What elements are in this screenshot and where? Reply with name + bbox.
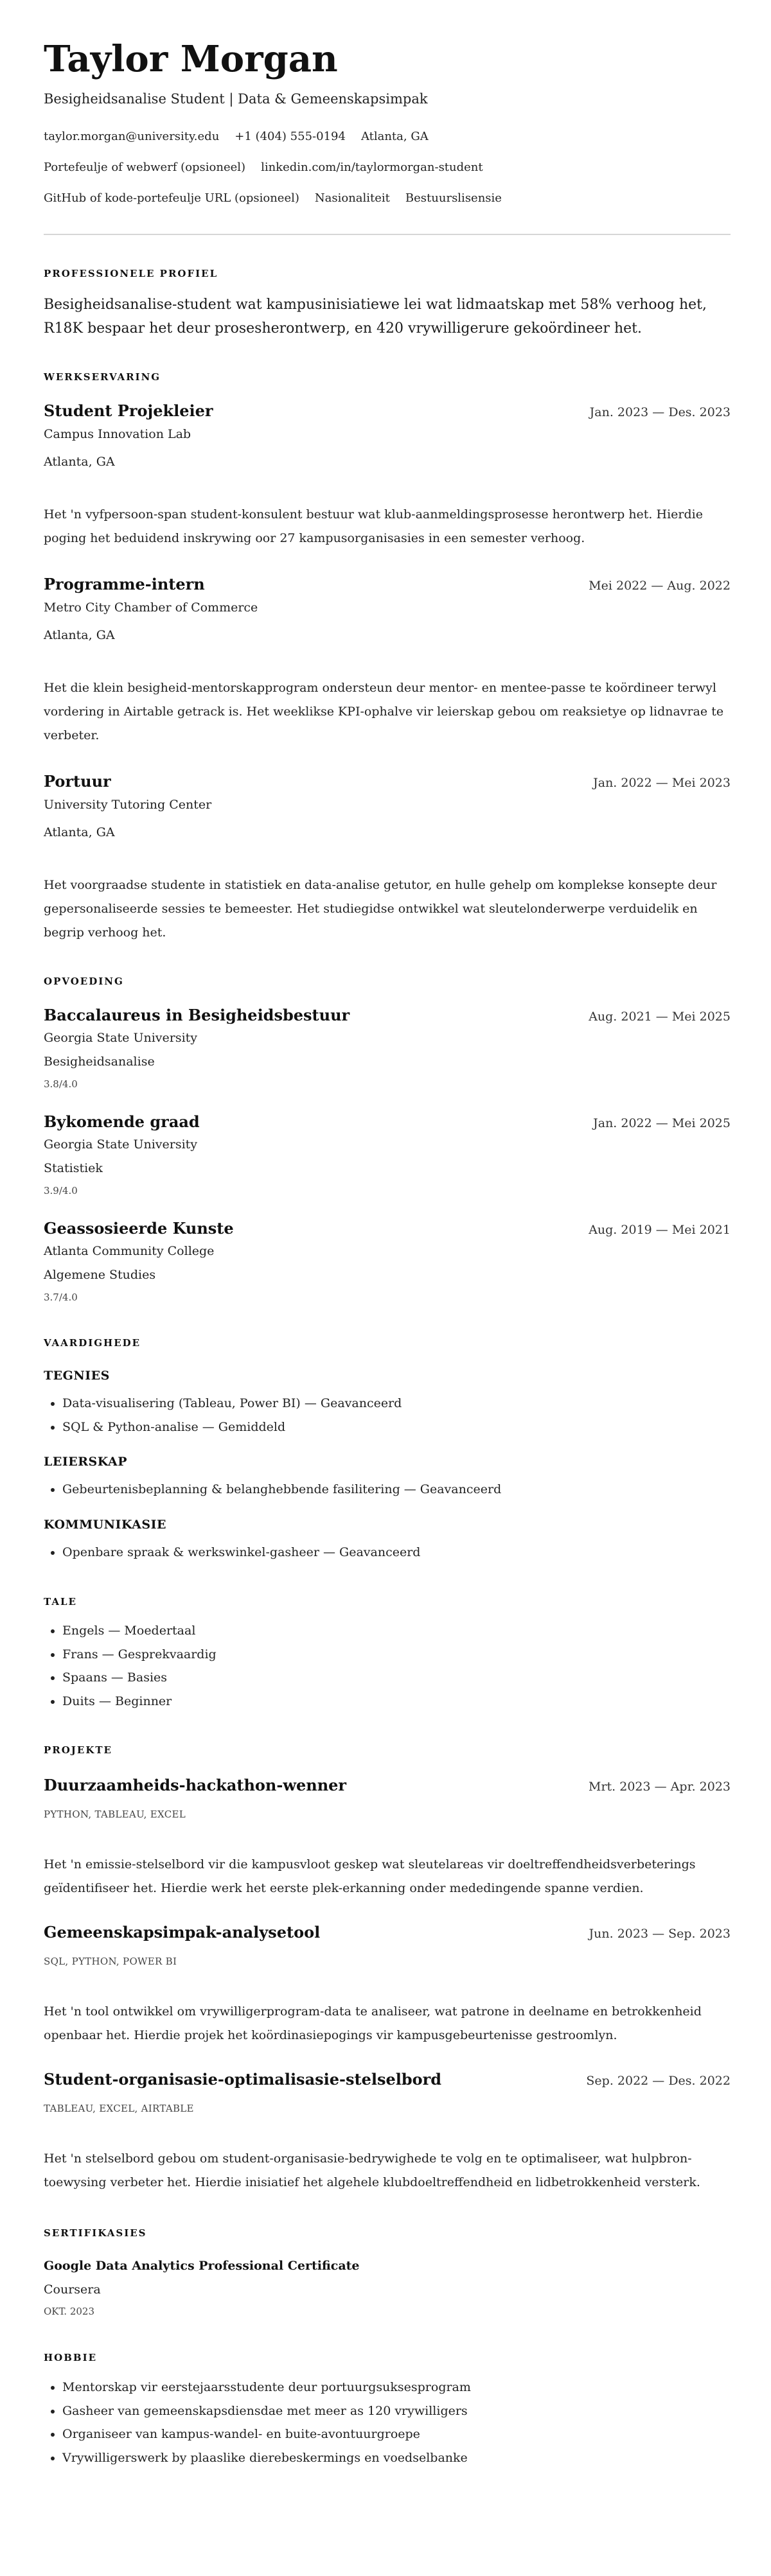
job-description: Het die klein besigheid-mentorskapprogram ondersteun deur mentor- en mentee-passe te koördineer terwyl vordering in Airtable getrack is. Het weeklikse KPI-ophalve vir leierskap gebou om reaksietye op lidnavrae te verbeter. [44, 681, 724, 742]
hobby-item: • Mentorskap vir eerstejaarsstudente deur portuurgsuksesprogram [62, 2376, 731, 2399]
profile-section [44, 267, 731, 340]
hobby-item: • Gasheer van gemeenskapsdiensdae met meer as 120 vrywilligers [62, 2399, 731, 2423]
entry-header [44, 1218, 731, 1240]
section-heading: PROJEKTE [44, 1744, 112, 1756]
entry-header [44, 401, 731, 423]
date-range: Mei 2022 — Aug. 2022 [589, 579, 731, 593]
skill-list [44, 1478, 731, 1502]
section-heading: SERTIFIKASIES [44, 2227, 147, 2239]
skill-list [44, 1541, 731, 1564]
entry-header [44, 2069, 731, 2091]
skill-group [44, 1516, 731, 1564]
candidate-name: Taylor Morgan [44, 38, 338, 80]
hobby-item: • Organiseer van kampus-wandel- en buite-avontuurgroepe [62, 2423, 731, 2446]
languages-list [44, 1619, 731, 1713]
project-tech-stack: SQL, PYTHON, POWER BI [44, 1956, 177, 1967]
header-divider [44, 234, 731, 235]
contact-row [44, 159, 731, 177]
degree-title: Baccalaureus in Besigheidsbestuur [44, 1006, 350, 1024]
entry-header [44, 1112, 731, 1134]
language-item: • Duits — Beginner [62, 1690, 731, 1713]
contact-row [44, 128, 731, 146]
job-title: Portuur [44, 772, 111, 791]
degree-title: Bykomende graad [44, 1112, 200, 1131]
school-name: Georgia State University [44, 1031, 198, 1045]
certification-issuer: Coursera [44, 2282, 101, 2297]
portfolio-link[interactable]: Portefeulje of webwerf (opsioneel) [44, 161, 246, 174]
experience-entry [44, 574, 731, 748]
section-heading: PROFESSIONELE PROFIEL [44, 268, 218, 279]
skill-group [44, 1367, 731, 1439]
nationality: Nasionaliteit [314, 191, 390, 205]
language-item: • Frans — Gesprekvaardig [62, 1643, 731, 1667]
project-title: Gemeenskapsimpak-analysetool [44, 1923, 321, 1941]
hobby-item: • Vrywilligerswerk by plaaslike dierebeskermings en voedselbanke [62, 2446, 731, 2470]
hobbies-section [44, 2351, 731, 2469]
gpa: 3.7/4.0 [44, 1292, 78, 1303]
drivers-license: Bestuurslisensie [405, 191, 502, 205]
language-item: • Spaans — Basies [62, 1666, 731, 1690]
education-entry [44, 1112, 731, 1197]
date-range: Jan. 2022 — Mei 2023 [593, 776, 731, 790]
date-range: Jun. 2023 — Sep. 2023 [589, 1927, 731, 1941]
education-entry [44, 1218, 731, 1304]
date-range: Aug. 2019 — Mei 2021 [589, 1223, 731, 1237]
skill-group-title: TEGNIES [44, 1369, 110, 1383]
project-entry [44, 1922, 731, 2047]
section-heading: TALE [44, 1596, 77, 1608]
profile-summary: Besigheidsanalise-student wat kampusinisiatiewe lei wat lidmaatskap met 58% verhoog het, R18K bespaar het deur prosesherontwerp, en 420 vrywilligerure gekoördineer het. [44, 297, 707, 337]
job-location: Atlanta, GA [44, 825, 115, 839]
skill-item: • SQL & Python-analise — Gemiddeld [62, 1415, 731, 1439]
experience-entry [44, 771, 731, 945]
experience-entry [44, 401, 731, 550]
certification-date: OKT. 2023 [44, 2306, 95, 2317]
projects-section [44, 1744, 731, 2195]
job-location: Atlanta, GA [44, 628, 115, 642]
project-tech-stack: PYTHON, TABLEAU, EXCEL [44, 1809, 186, 1820]
date-range: Aug. 2021 — Mei 2025 [589, 1010, 731, 1024]
date-range: Jan. 2023 — Des. 2023 [589, 405, 731, 419]
section-heading: HOBBIE [44, 2352, 98, 2363]
job-title: Programme-intern [44, 575, 205, 593]
project-description: Het 'n tool ontwikkel om vrywilligerprogram-data te analiseer, wat patrone in deelname en betrokkenheid openbaar het. Hierdie projek het koördinasiepogings vir kampusgebeurtenisse gestroomlyn. [44, 2004, 702, 2042]
company-name: University Tutoring Center [44, 798, 212, 812]
certification-title: Google Data Analytics Professional Certificate [44, 2259, 360, 2273]
entry-header [44, 574, 731, 596]
project-description: Het 'n stelselbord gebou om student-organisasie-bedrywighede te volg en te optimaliseer, wat hulpbron-toewysing verbeter het. Hierdie inisiatief het algehele klubdoeltreffendheid en lidbetrokkenheid versterk. [44, 2151, 700, 2189]
skill-item: • Gebeurtenisbeplanning & belanghebbende fasilitering — Geavanceerd [62, 1478, 731, 1502]
degree-title: Geassosieerde Kunste [44, 1219, 234, 1238]
language-item: • Engels — Moedertaal [62, 1619, 731, 1643]
skill-group [44, 1453, 731, 1502]
field-of-study: Besigheidsanalise [44, 1055, 155, 1069]
languages-section [44, 1595, 731, 1713]
school-name: Atlanta Community College [44, 1244, 215, 1258]
linkedin-link[interactable]: linkedin.com/in/taylormorgan-student [261, 161, 483, 174]
entry-header [44, 1922, 731, 1944]
project-entry [44, 2069, 731, 2195]
skill-group-title: LEIERSKAP [44, 1455, 127, 1469]
contact-row [44, 189, 731, 207]
company-name: Metro City Chamber of Commerce [44, 600, 258, 615]
entry-header [44, 1775, 731, 1797]
project-title: Duurzaamheids-hackathon-wenner [44, 1776, 347, 1794]
field-of-study: Statistiek [44, 1161, 103, 1175]
phone-number[interactable]: +1 (404) 555-0194 [235, 130, 346, 143]
education-section [44, 975, 731, 1304]
entry-header [44, 1005, 731, 1027]
section-heading: WERKSERVARING [44, 371, 161, 383]
education-entry [44, 1005, 731, 1091]
job-title: Student Projekleier [44, 401, 213, 420]
job-location: Atlanta, GA [44, 455, 115, 469]
skill-list [44, 1392, 731, 1439]
field-of-study: Algemene Studies [44, 1268, 156, 1282]
gpa: 3.8/4.0 [44, 1078, 78, 1090]
job-description: Het voorgraadse studente in statistiek en data-analise getutor, en hulle gehelp om komplekse konsepte deur gepersonaliseerde sessies te bemeester. Het studiegidse ontwikkel wat sleutelonderwerpe verduidelik en begrip verhoog het. [44, 878, 717, 940]
company-name: Campus Innovation Lab [44, 427, 191, 441]
contact-info [44, 128, 731, 207]
email-link[interactable]: taylor.morgan@university.edu [44, 130, 220, 143]
skills-section [44, 1336, 731, 1564]
skill-item: • Openbare spraak & werkswinkel-gasheer — Geavanceerd [62, 1541, 731, 1564]
experience-section [44, 371, 731, 945]
date-range: Jan. 2022 — Mei 2025 [593, 1116, 731, 1130]
skill-group-title: KOMMUNIKASIE [44, 1517, 167, 1532]
project-tech-stack: TABLEAU, EXCEL, AIRTABLE [44, 2103, 194, 2114]
hobbies-list [44, 2376, 731, 2469]
project-title: Student-organisasie-optimalisasie-stelselbord [44, 2070, 442, 2089]
date-range: Sep. 2022 — Des. 2022 [586, 2074, 731, 2088]
school-name: Georgia State University [44, 1137, 198, 1152]
location: Atlanta, GA [360, 130, 429, 143]
headline: Besigheidsanalise Student | Data & Gemeenskapsimpak [44, 91, 428, 107]
section-heading: VAARDIGHEDE [44, 1337, 141, 1349]
date-range: Mrt. 2023 — Apr. 2023 [589, 1780, 731, 1794]
project-description: Het 'n emissie-stelselbord vir die kampusvloot geskep wat sleutelareas vir doeltreffendheidsverbeterings geïdentifiseer het. Hierdie werk het eerste plek-erkanning onder mededingende spanne verdien. [44, 1857, 696, 1895]
skill-item: • Data-visualisering (Tableau, Power BI) — Geavanceerd [62, 1392, 731, 1415]
entry-header [44, 771, 731, 793]
resume-header [44, 39, 731, 207]
section-heading: OPVOEDING [44, 976, 124, 987]
certifications-section [44, 2227, 731, 2318]
github-link[interactable]: GitHub of kode-portefeulje URL (opsioneel) [44, 191, 299, 205]
job-description: Het 'n vyfpersoon-span student-konsulent bestuur wat klub-aanmeldingsprosesse herontwerp het. Hierdie poging het beduidend inskrywing oor 27 kampusorganisasies in een semester verhoog. [44, 507, 703, 545]
gpa: 3.9/4.0 [44, 1185, 78, 1196]
certification-entry [44, 2257, 731, 2318]
project-entry [44, 1775, 731, 1900]
